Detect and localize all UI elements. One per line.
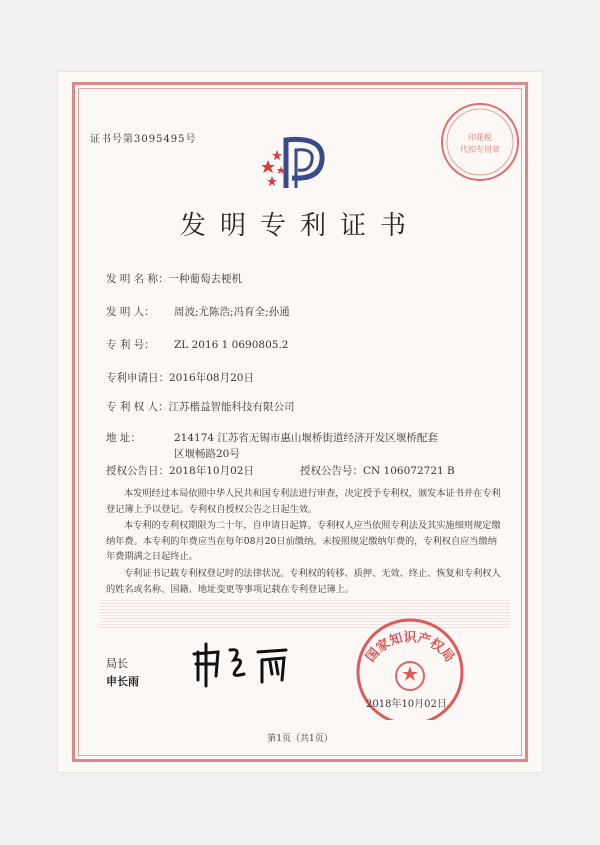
cnipa-logo-icon (262, 128, 342, 198)
filing-date-value: 2016年08月20日 (169, 372, 254, 384)
inventor-label: 发 明 人： (106, 306, 155, 318)
invention-name-label: 发 明 名 称： (106, 273, 169, 285)
address-line-1: 214174 江苏省无锡市惠山堰桥街道经济开发区堰桥配套 (174, 432, 438, 444)
svg-text:印花税: 印花税 (468, 133, 492, 142)
grant-number-value: CN 106072721 B (363, 465, 455, 477)
address-line-2: 区堰畅路20号 (174, 448, 240, 460)
certificate-title: 发明专利证书 (179, 211, 420, 241)
field-address (106, 430, 438, 445)
inventor-value: 周波;尤陈浩;冯育全;孙通 (174, 306, 290, 318)
patent-holder-value: 江苏楷益智能科技有限公司 (168, 401, 295, 413)
field-invention-name (106, 271, 242, 286)
certificate-number: 证书号第3095495号 (90, 134, 197, 145)
svg-text:国家知识产权局 (362, 629, 456, 665)
field-patent-holder (106, 399, 295, 414)
seal-text: 国家知识产权局 (363, 630, 457, 666)
paragraph-term: 本专利的专利权期限为二十年，自申请日起算。专利权人应当依照专利法及其实施细则规定缴纳年费。本专利的年费应当在每年08月20日前缴纳。未按照规定缴纳年费的，专利权自应当缴纳年费期满之日起终止。 (106, 520, 501, 562)
svg-text:代扣专用章: 代扣专用章 (460, 145, 500, 154)
patent-number-label: 专 利 号： (106, 339, 155, 351)
paragraph-record: 专利证书记载专利权登记时的法律状况。专利权的转移、质押、无效、终止、恢复和专利权人的姓名或名称、国籍、地址变更等事项记载在专利登记簿上。 (106, 568, 501, 595)
field-filing-date (106, 370, 254, 385)
grant-date-value: 2018年10月02日 (169, 465, 254, 477)
patent-number-value: ZL 2016 1 0690805.2 (174, 339, 289, 351)
patent-holder-label: 专 利 权 人： (106, 401, 169, 413)
field-inventors (106, 304, 290, 319)
page-footer: 第1页（共1页） (267, 734, 333, 744)
field-grant-number (300, 463, 455, 478)
director-title: 局长 (106, 657, 128, 670)
director-name: 申长雨 (106, 675, 139, 688)
director-signature (190, 640, 320, 690)
field-grant-date (106, 463, 254, 478)
filing-date-label: 专利申请日： (106, 372, 169, 384)
address-label: 地 址： (106, 432, 141, 444)
seal-stamp-small (430, 100, 530, 185)
field-patent-number (106, 337, 288, 352)
grant-date-label: 授权公告日： (106, 465, 169, 477)
paragraph-grant: 本发明经过本局依照中华人民共和国专利法进行审查，决定授予专利权，颁发本证书并在专利登记簿上予以登记。专利权自授权公告之日起生效。 (106, 488, 501, 515)
invention-name-value: 一种葡萄去梗机 (168, 273, 243, 285)
grant-number-label: 授权公告号： (300, 465, 363, 477)
seal-date: 2018年10月02日 (366, 699, 447, 710)
